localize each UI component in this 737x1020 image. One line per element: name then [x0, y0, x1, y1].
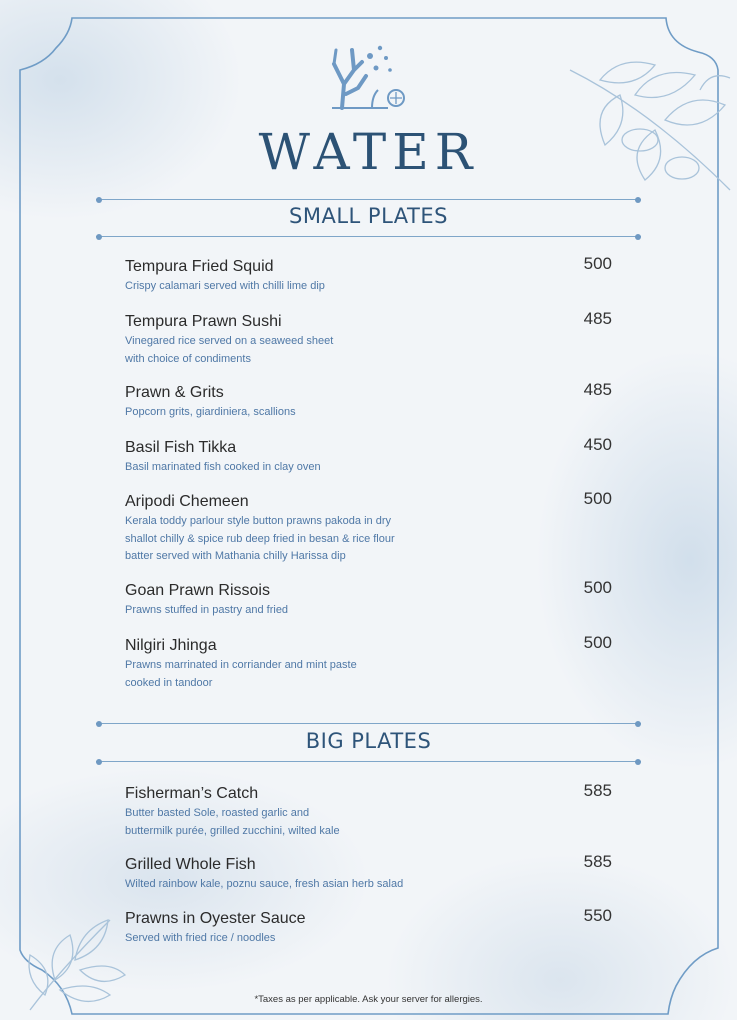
item-price: 550 — [583, 906, 612, 925]
item-name: Prawn & Grits — [125, 384, 224, 401]
item-price: 585 — [583, 852, 612, 871]
menu-item — [125, 309, 615, 368]
item-name: Goan Prawn Rissois — [125, 582, 270, 599]
footer-note: *Taxes as per applicable. Ask your server for allergies. — [254, 994, 483, 1005]
item-name: Nilgiri Jhinga — [125, 637, 217, 654]
item-description: Popcorn grits, giardiniera, scallions — [125, 406, 296, 418]
menu-item — [125, 435, 615, 477]
item-description: Prawns marrinated in corriander and mint paste cooked in tandoor — [125, 659, 357, 689]
divider-rule — [96, 236, 641, 237]
item-description: Vinegared rice served on a seaweed sheet with choice of condiments — [125, 335, 334, 365]
item-name: Prawns in Oyester Sauce — [125, 910, 306, 927]
divider-rule — [96, 723, 641, 724]
item-price: 450 — [583, 435, 612, 454]
menu-item — [125, 380, 615, 422]
item-description: Crispy calamari served with chilli lime dip — [125, 280, 325, 292]
item-description: Wilted rainbow kale, poznu sauce, fresh asian herb salad — [125, 878, 404, 890]
item-price: 500 — [583, 633, 612, 652]
menu-item — [125, 254, 615, 296]
item-name: Basil Fish Tikka — [125, 439, 237, 456]
divider-rule — [96, 199, 641, 200]
menu-item — [125, 578, 615, 620]
item-price: 485 — [583, 309, 612, 328]
item-description: Prawns stuffed in pastry and fried — [125, 604, 289, 616]
menu-item — [125, 633, 615, 692]
menu-item — [125, 489, 615, 566]
item-name: Tempura Fried Squid — [125, 258, 274, 275]
item-name: Aripodi Chemeen — [125, 493, 249, 510]
item-name: Tempura Prawn Sushi — [125, 313, 282, 330]
section-header-big-plates — [96, 721, 641, 763]
item-name: Grilled Whole Fish — [125, 856, 256, 873]
item-description: Served with fried rice / noodles — [125, 932, 276, 944]
divider-rule — [96, 761, 641, 762]
menu-item — [125, 852, 615, 894]
item-name: Fisherman’s Catch — [125, 785, 259, 802]
section-header-small-plates — [96, 197, 641, 239]
section-title: SMALL PLATES — [289, 204, 448, 228]
coral-logo-icon — [328, 40, 412, 112]
item-description: Butter basted Sole, roasted garlic and buttermilk purée, grilled zucchini, wilted kale — [125, 807, 340, 837]
item-price: 500 — [583, 254, 612, 273]
item-description: Basil marinated fish cooked in clay oven — [125, 461, 321, 473]
section-title: BIG PLATES — [305, 729, 432, 753]
item-price: 500 — [583, 489, 612, 508]
item-price: 500 — [583, 578, 612, 597]
item-price: 585 — [583, 781, 612, 800]
item-price: 485 — [583, 380, 612, 399]
menu-item — [125, 906, 615, 948]
menu-title: WATER — [258, 123, 479, 181]
menu-item — [125, 781, 615, 840]
item-description: Kerala toddy parlour style button prawns pakoda in dry shallot chilly & spice rub deep fried in besan & rice flour batter served with Mathania chilly Harissa dip — [125, 515, 395, 562]
